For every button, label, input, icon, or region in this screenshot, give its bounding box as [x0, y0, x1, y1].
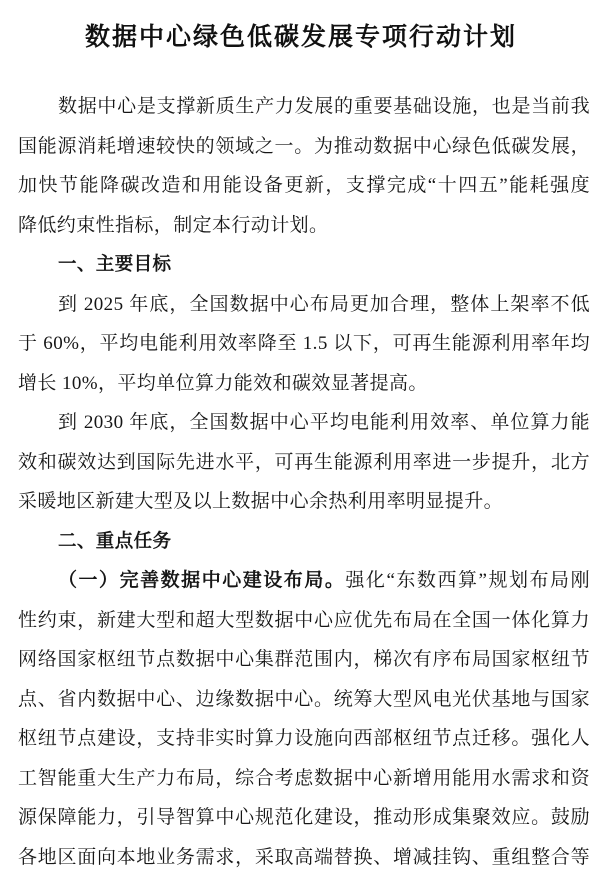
text-line: 点、省内数据中心、边缘数据中心。统筹大型风电光伏基地与国家	[18, 688, 590, 710]
text-line: 网络国家枢纽节点数据中心集群范围内，梯次有序布局国家枢纽节	[18, 649, 590, 670]
text-line: 加快节能降碳改造和用能设备更新，支撑完成“十四五”能耗强度	[18, 175, 590, 196]
section-heading-goals: 一、主要目标	[58, 254, 172, 275]
text-line	[18, 561, 590, 601]
text-line: 增长 10%，平均单位算力能效和碳效显著提高。	[18, 372, 428, 394]
text-line: 数据中心是支撑新质生产力发展的重要基础设施，也是当前我	[58, 96, 590, 117]
text-line: 采暖地区新建大型及以上数据中心余热利用率明显提升。	[18, 491, 504, 512]
text-line: 各地区面向本地业务需求，采取高端替换、增减挂钩、重组整合等	[18, 846, 590, 868]
text-line: 到 2030 年底，全国数据中心平均电能利用效率、单位算力能	[58, 412, 590, 433]
intro-paragraph	[18, 87, 590, 245]
text-line: 效和碳效达到国际先进水平，可再生能源利用率进一步提升，北方	[18, 451, 590, 473]
section-heading-tasks: 二、重点任务	[58, 530, 172, 552]
text-line: 源保障能力，引导智算中心规范化建设，推动形成集聚效应。鼓励	[18, 807, 590, 828]
text-line: 国能源消耗增速较快的领域之一。为推动数据中心绿色低碳发展，	[18, 135, 590, 157]
goal-2030-paragraph	[18, 403, 590, 522]
text-line: 于 60%，平均电能利用效率降至 1.5 以下，可再生能源利用率年均	[18, 333, 590, 354]
document-body	[18, 87, 590, 877]
document-title: 数据中心绿色低碳发展专项行动计划	[84, 24, 517, 51]
text-line: 枢纽节点建设，支持非实时算力设施向西部枢纽节点迁移。强化人	[18, 728, 590, 749]
goal-2025-paragraph	[18, 285, 590, 404]
text-line: 工智能重大生产力布局，综合考虑数据中心新增用能用水需求和资	[18, 767, 590, 789]
task-1-first-line-text: 强化“东数西算”规划布局刚	[345, 570, 590, 591]
task-1-label: （一）完善数据中心建设布局。	[58, 570, 346, 591]
task-1-paragraph	[18, 561, 590, 877]
text-line: 性约束，新建大型和超大型数据中心应优先布局在全国一体化算力	[18, 609, 590, 631]
text-line: 降低约束性指标，制定本行动计划。	[18, 214, 329, 236]
text-line: 到 2025 年底，全国数据中心布局更加合理，整体上架率不低	[58, 293, 590, 315]
